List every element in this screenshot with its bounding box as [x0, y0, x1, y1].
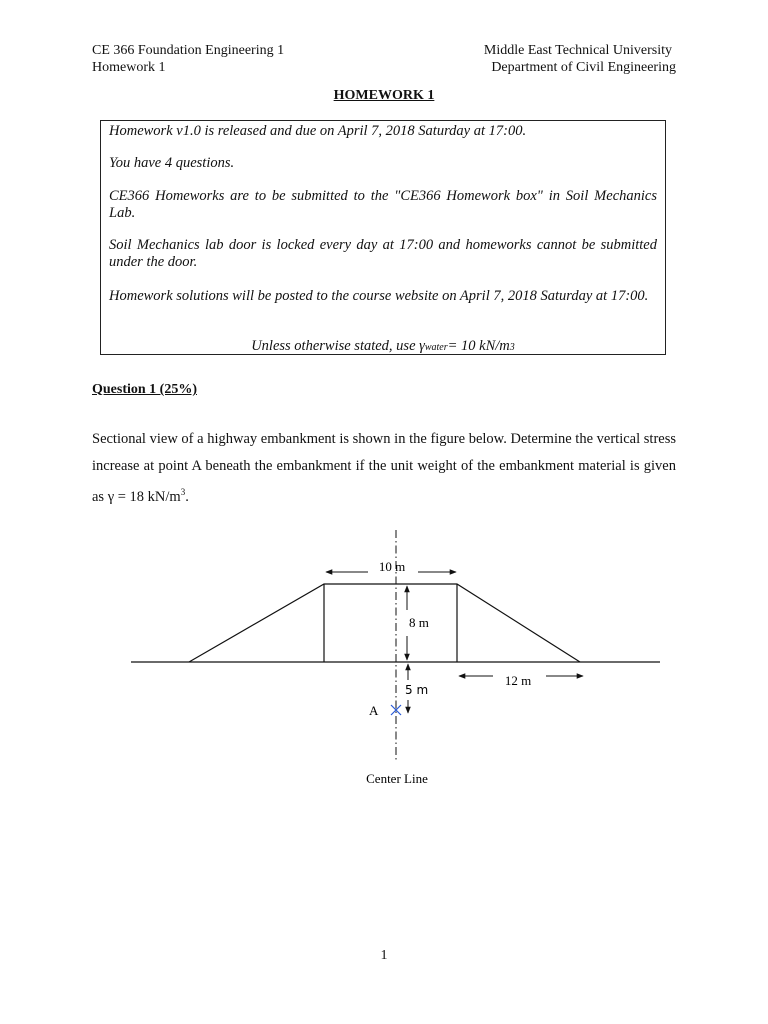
height-label: 8 m — [409, 615, 429, 630]
unit-weight-subscript: water — [424, 342, 448, 353]
point-a-label: A — [369, 703, 379, 718]
slope-width-label: 12 m — [504, 673, 532, 688]
department-name: Department of Civil Engineering — [491, 60, 676, 75]
unit-weight-prefix: Unless otherwise stated, use γ — [251, 338, 425, 354]
homework-label: Homework 1 — [92, 60, 166, 75]
page-title: HOMEWORK 1 — [333, 88, 435, 103]
notice-solutions: Homework solutions will be posted to the course website on April 7, 2018 Saturday at 17:00. — [109, 288, 649, 304]
question-body: Sectional view of a highway embankment is shown in the figure below. Determine the vertical stress increase at point A beneath the embankment if the unit weight of the embankment material is given as γ = 18 kN/m — [92, 431, 676, 505]
notice-unit-weight — [109, 338, 657, 356]
notice-box — [100, 120, 666, 355]
depth-label: 5 m — [405, 683, 429, 697]
center-line-label: Center Line — [366, 771, 428, 786]
unit-weight-exponent: 3 — [509, 342, 515, 353]
notice-lab-door: Soil Mechanics lab door is locked every day at 17:00 and homeworks cannot be submitted under the door. — [109, 237, 657, 270]
page-number: 1 — [380, 948, 388, 963]
question-text — [92, 426, 676, 510]
unit-weight-value: = 10 kN/m — [447, 338, 510, 354]
question-title: Question 1 (25%) — [92, 382, 197, 397]
university-name: Middle East Technical University — [483, 43, 672, 58]
notice-due-date: Homework v1.0 is released and due on April 7, 2018 Saturday at 17:00. — [109, 123, 527, 139]
question-exponent: 3 — [180, 487, 186, 497]
notice-submission: CE366 Homeworks are to be submitted to the "CE366 Homework box" in Soil Mechanics Lab. — [109, 188, 657, 221]
embankment-figure — [0, 520, 768, 800]
question-period: . — [185, 488, 189, 505]
notice-question-count: You have 4 questions. — [109, 155, 235, 171]
embankment-outline — [189, 584, 580, 662]
course-name: CE 366 Foundation Engineering 1 — [92, 43, 285, 58]
top-width-label: 10 m — [378, 559, 406, 574]
